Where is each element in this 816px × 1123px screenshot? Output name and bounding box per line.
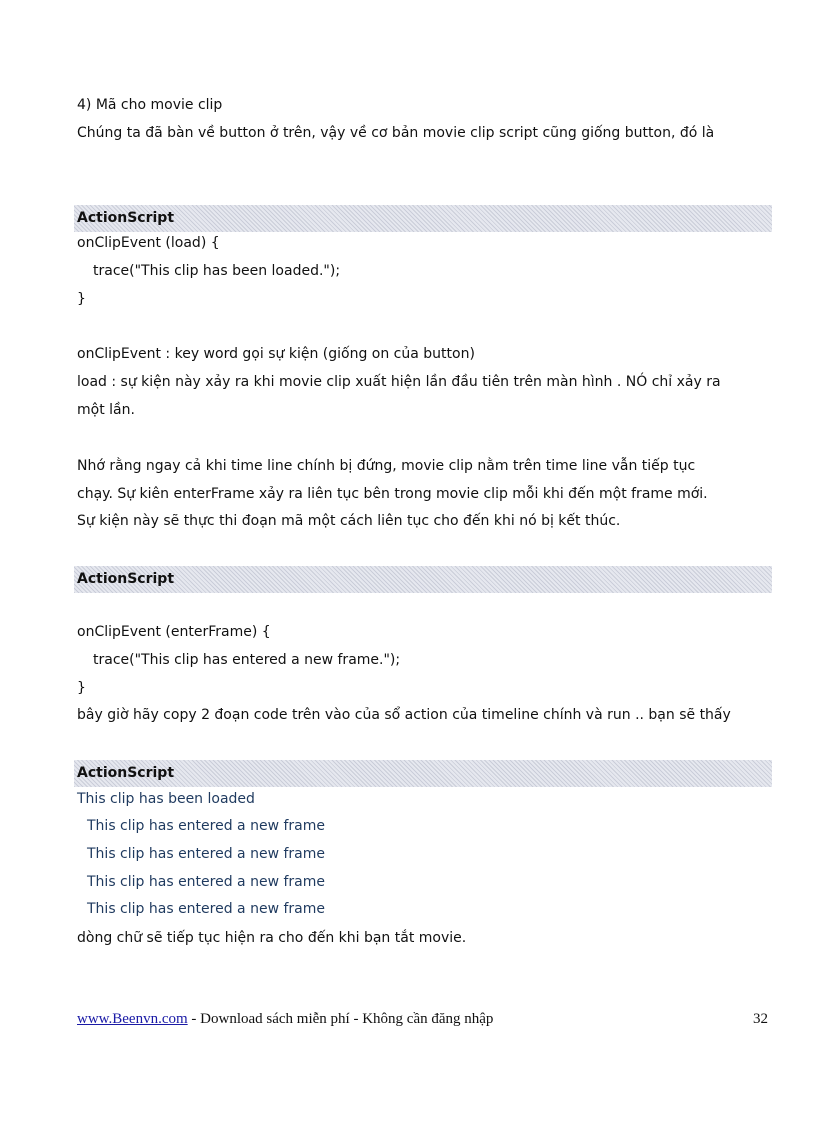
code-line: } bbox=[77, 291, 86, 307]
code-header-label: ActionScript bbox=[77, 210, 175, 226]
code-line: } bbox=[77, 680, 86, 696]
output-line: This clip has entered a new frame bbox=[87, 901, 325, 917]
output-line: This clip has been loaded bbox=[77, 791, 255, 807]
code-line: trace("This clip has entered a new frame."); bbox=[93, 652, 401, 668]
instruction-line: bây giờ hãy copy 2 đoạn code trên vào của sổ action của timeline chính và run .. bạn sẽ thấy bbox=[77, 707, 731, 723]
page-number: 32 bbox=[753, 1011, 768, 1027]
explanation-line: onClipEvent : key word gọi sự kiện (giống on của button) bbox=[77, 346, 475, 362]
code-line: onClipEvent (load) { bbox=[77, 235, 220, 251]
code-header-label: ActionScript bbox=[77, 571, 175, 587]
code-header-1 bbox=[74, 205, 772, 232]
footer bbox=[77, 1011, 493, 1028]
paragraph-line: Nhớ rằng ngay cả khi time line chính bị đứng, movie clip nằm trên time line vẫn tiếp tục bbox=[77, 458, 696, 474]
explanation-line: một lần. bbox=[77, 402, 135, 418]
paragraph-line: chạy. Sự kiên enterFrame xảy ra liên tục bên trong movie clip mỗi khi đến một frame mới. bbox=[77, 486, 708, 502]
closing-line: dòng chữ sẽ tiếp tục hiện ra cho đến khi bạn tắt movie. bbox=[77, 930, 467, 946]
footer-text: - Download sách miễn phí - Không cần đăng nhập bbox=[187, 1011, 494, 1027]
code-header-2 bbox=[74, 566, 772, 593]
section-heading: 4) Mã cho movie clip bbox=[77, 97, 223, 113]
output-line: This clip has entered a new frame bbox=[87, 846, 325, 862]
footer-link[interactable]: www.Beenvn.com bbox=[77, 1011, 188, 1027]
output-line: This clip has entered a new frame bbox=[87, 818, 325, 834]
code-line: onClipEvent (enterFrame) { bbox=[77, 624, 271, 640]
code-line: trace("This clip has been loaded."); bbox=[93, 263, 341, 279]
explanation-line: load : sự kiện này xảy ra khi movie clip xuất hiện lần đầu tiên trên màn hình . NÓ chỉ xảy ra bbox=[77, 374, 721, 390]
paragraph-line: Sự kiện này sẽ thực thi đoạn mã một cách liên tục cho đến khi nó bị kết thúc. bbox=[77, 513, 621, 529]
intro-paragraph: Chúng ta đã bàn về button ở trên, vậy về cơ bản movie clip script cũng giống button, đó là bbox=[77, 125, 715, 141]
code-header-3 bbox=[74, 760, 772, 787]
code-header-label: ActionScript bbox=[77, 765, 175, 781]
output-line: This clip has entered a new frame bbox=[87, 874, 325, 890]
